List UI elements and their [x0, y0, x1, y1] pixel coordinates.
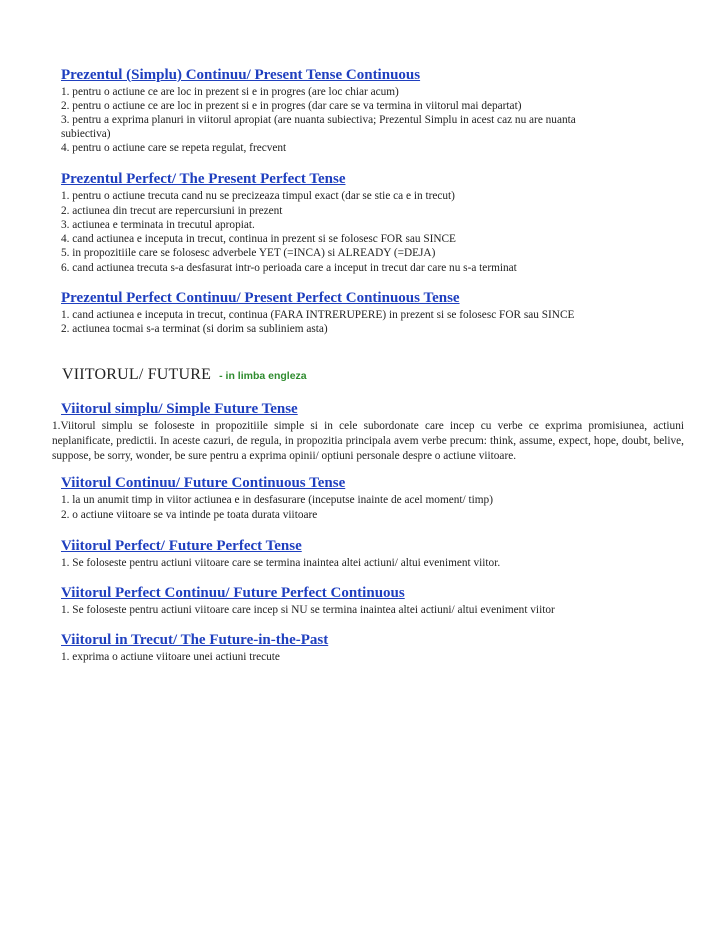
section-item: 2. pentru o actiune ce are loc in prezent si e in progres (dar care se va termina in viitorul mai departat) — [61, 100, 522, 112]
section-item: 5. in propozitiile care se folosesc adverbele YET (=INCA) si ALREADY (=DEJA) — [61, 247, 436, 259]
section-item: 1. la un anumit timp in viitor actiunea e in desfasurare (inceputse inainte de acel moment/ timp) — [61, 494, 493, 506]
section-simple-future — [61, 400, 701, 418]
section-heading: Prezentul Perfect/ The Present Perfect Tense — [61, 171, 346, 187]
section-item: 1. exprima o actiune viitoare unei actiuni trecute — [61, 651, 280, 663]
section-heading: Viitorul Perfect Continuu/ Future Perfect Continuous — [61, 585, 405, 601]
section-heading: Viitorul in Trecut/ The Future-in-the-Past — [61, 632, 329, 648]
section-heading: Viitorul Continuu/ Future Continuous Tense — [61, 475, 346, 491]
section-heading: Prezentul (Simplu) Continuu/ Present Tense Continuous — [61, 67, 421, 83]
section-heading: Viitorul Perfect/ Future Perfect Tense — [61, 538, 302, 554]
section-item: 2. actiunea tocmai s-a terminat (si dorim sa subliniem asta) — [61, 323, 328, 335]
section-present-perfect — [61, 170, 701, 188]
section-item: 1. Se foloseste pentru actiuni viitoare care se termina inaintea altei actiuni/ altui eveniment viitor. — [61, 557, 501, 569]
section-heading: Prezentul Perfect Continuu/ Present Perfect Continuous Tense — [61, 290, 460, 306]
section-future-perfect — [61, 537, 701, 555]
section-item: 2. o actiune viitoare se va intinde pe toata durata viitoare — [61, 509, 318, 521]
section-item: 6. cand actiunea trecuta s-a desfasurat intr-o perioada care a inceput in trecut dar care nu s-a terminat — [61, 262, 517, 274]
section-item: 1. pentru o actiune ce are loc in prezent si e in progres (are loc chiar acum) — [61, 86, 399, 98]
section-item: 1. pentru o actiune trecuta cand nu se precizeaza timpul exact (dar se stie ca e in trecut) — [61, 190, 455, 202]
section-future-perfect-continuous — [61, 584, 701, 602]
future-title-main: VIITORUL/ FUTURE — [62, 366, 212, 383]
section-paragraph: 1.Viitorul simplu se foloseste in propozitiile simple si in cele subordonate care incep cu verbe ce exprima promisiunea, actiuni neplanificate, predictii. In aceste cazuri, de regula, in propozitia principala avem verbe precum: think, assume, expect, hope, doubt, belive, suppose, be sorry, wonder, be sure pentru a exprima opinii/ optiuni personale despre o actiune viitoare. — [52, 420, 684, 462]
section-future-in-the-past — [61, 631, 701, 649]
section-item: 1. cand actiunea e inceputa in trecut, continua (FARA INTRERUPERE) in prezent si se folosesc FOR sau SINCE — [61, 309, 575, 321]
section-present-perfect-continuous — [61, 289, 701, 307]
section-item: 1. Se foloseste pentru actiuni viitoare care incep si NU se termina inaintea altei actiuni/ altui eveniment viitor — [61, 604, 555, 616]
section-item: 3. pentru a exprima planuri in viitorul apropiat (are nuanta subiectiva; Prezentul Simplu in acest caz nu are nuanta — [61, 114, 576, 126]
section-item: 4. pentru o actiune care se repeta regulat, frecvent — [61, 142, 287, 154]
section-item: 3. actiunea e terminata in trecutul apropiat. — [61, 219, 255, 231]
future-title-suffix: - in limba engleza — [219, 370, 307, 382]
section-future-continuous — [61, 474, 701, 492]
section-item-continuation: subiectiva) — [61, 128, 111, 140]
section-present-continuous — [61, 66, 701, 84]
section-item: 4. cand actiunea e inceputa in trecut, continua in prezent si se folosesc FOR sau SINCE — [61, 233, 456, 245]
future-title — [62, 366, 307, 384]
section-item: 2. actiunea din trecut are repercursiuni in prezent — [61, 205, 283, 217]
section-heading: Viitorul simplu/ Simple Future Tense — [61, 401, 298, 417]
